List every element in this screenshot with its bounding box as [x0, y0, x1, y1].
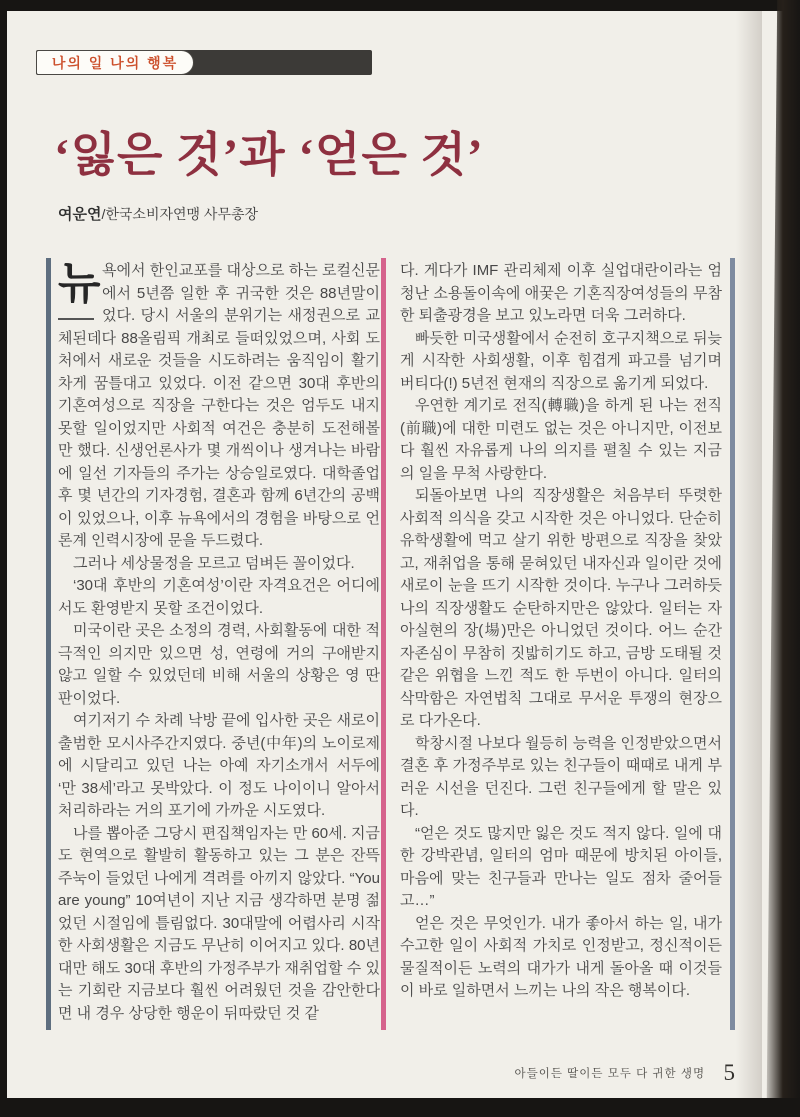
rule-column-divider	[381, 258, 386, 1030]
paragraph: 그러나 세상물정을 모르고 덤벼든 꼴이었다.	[73, 554, 355, 572]
scan-edge-right	[762, 0, 800, 1117]
paragraph-text: 욕에서 한인교포를 대상으로 하는 로컬신문에서 5년쯤 일한 후 귀국한 것은 88년말이었다. 당시 서울의 분위기는 새정권으로 교체된데다 88올림픽 개최로 들떠있었으며, 사회 도처에서 새로운 것들을 시도하려는 움직임이 활기차게 꿈틀대고 있었다. 이전 같으면 30대 후반의 기혼여성으로 직장을 구한다는 것은 엄두도 내지 못할 일이었지만 사회적 여건은 충분히 도전해볼 만 했다. 신생언론사가 몇 개씩이나 생겨나는 바람에 일선 기자들의 주가는 상승일로였다. 대학졸업 후 몇 년간의 기자경험, 결혼과 함께 6년간의 공백이 있었으나, 이후 뉴욕에서의 경험을 바탕으로 언론계 인력시장에 문을 두드렸다.	[58, 262, 380, 549]
paragraph: 학창시절 나보다 월등히 능력을 인정받았으면서 결혼 후 가정주부로 있는 친구들이 때때로 내게 부러운 시선을 던진다. 그런 친구들에게 할 말은 있다.	[400, 734, 722, 819]
left-column	[58, 260, 380, 1025]
page-curl-shadow	[736, 0, 762, 1117]
rule-right	[730, 258, 735, 1030]
paragraph: “얻은 것도 많지만 잃은 것도 적지 않다. 일에 대한 강박관념, 일터의 엄마 때문에 방치된 아이들, 마음에 맞는 친구들과 만나는 일도 점차 줄어들고…”	[400, 824, 722, 909]
drop-cap-dash	[58, 318, 94, 320]
scan-edge-bottom	[0, 1098, 800, 1117]
right-column	[400, 260, 722, 1003]
section-tag-label: 나의 일 나의 행복	[51, 54, 179, 71]
scan-edge-left	[0, 0, 7, 1117]
paragraph: 여기저기 수 차례 낙방 끝에 입사한 곳은 새로이 출범한 모시사주간지였다. 중년(中年)의 노이로제에 시달리고 있던 나는 아예 자기소개서 서두에 ‘만 38세’라고 못박았다. 이 정도 나이이니 알아서 처리하라는 거의 포기에 가까운 시도였다.	[58, 712, 380, 819]
paragraph: 우연한 계기로 전직(轉職)을 하게 된 나는 전직(前職)에 대한 미련도 없는 것은 아니지만, 이전보다 훨씬 자유롭게 나의 의지를 펼칠 수 있는 지금의 일을 무척 사랑한다.	[400, 397, 722, 482]
paragraph: 얻은 것은 무엇인가. 내가 좋아서 하는 일, 내가 수고한 일이 사회적 가치로 인정받고, 정신적이든 물질적이든 노력의 대가가 내게 돌아올 때 이것들이 바로 일하면서 느끼는 나의 작은 행복이다.	[400, 914, 722, 999]
author-role: /한국소비자연맹 사무총장	[101, 206, 259, 222]
paragraph: 나를 뽑아준 그당시 편집책임자는 만 60세. 지금도 현역으로 활발히 활동하고 있는 그 분은 잔뜩 주눅이 들었던 나에게 격려를 아끼지 않았다. “You are young” 10여년이 지난 지금 생각하면 분명 젊었던 시절임에 틀림없다. 30대말에 어렵사리 시작한 사회생활은 지금도 무난히 이어지고 있다. 80년대만 해도 30대 후반의 가정주부가 재취업할 수 있는 기회란 지금보다 훨씬 어려웠던 것을 감안한다면 내 경우 상당한 행운이 뒤따랐던 것 같	[58, 824, 380, 1022]
drop-cap	[58, 260, 102, 326]
footer-motto: 아들이든 딸이든 모두 다 귀한 생명	[514, 1068, 706, 1080]
drop-cap-letter: 뉴	[58, 259, 101, 308]
section-tag	[36, 50, 194, 75]
paragraph: ‘30대 후반의 기혼여성’이란 자격요건은 어디에서도 환영받지 못할 조건이었다.	[58, 577, 380, 617]
byline	[58, 203, 258, 224]
scan-edge-top	[0, 0, 800, 11]
rule-left	[46, 258, 51, 1030]
paragraph: 다. 게다가 IMF 관리체제 이후 실업대란이라는 엄청난 소용돌이속에 애꿎은 기혼직장여성들의 무참한 퇴출광경을 보고 있노라면 더욱 그러하다.	[400, 262, 722, 324]
paragraph: 빠듯한 미국생활에서 순전히 호구지책으로 뒤늦게 시작한 사회생활, 이후 힘겹게 파고를 넘기며 버티다(!) 5년전 현재의 직장으로 옮기게 되었다.	[400, 329, 722, 392]
section-header-bar	[36, 50, 372, 75]
paragraph: 미국이란 곳은 소정의 경력, 사회활동에 대한 적극적인 의지만 있으면 성, 연령에 거의 구애받지 않고 일할 수 있었던데 비해 서울의 상황은 영 딴판이었다.	[58, 622, 380, 707]
article-title: ‘잃은 것’과 ‘얻은 것’	[54, 130, 484, 182]
paragraph: 되돌아보면 나의 직장생활은 처음부터 뚜렷한 사회적 의식을 갖고 시작한 것은 아니었다. 단순히 유학생활에 먹고 살기 위한 방편으로 직장을 찾았고, 재취업을 통해 묻혀있던 내자신과 일이란 것에 새로이 눈을 뜨기 시작한 것이다. 누구나 그러하듯 나의 직장생활도 순탄하지만은 않았다. 일터는 자아실현의 장(場)만은 아니었던 것이다. 어느 순간 자존심이 무참히 짓밟히기도 하고, 금방 도태될 것 같은 위협을 느낀 적도 한 두번이 아니다. 일터의 삭막함은 자연법칙 그대로 무서운 투쟁의 현장으로 다가온다.	[400, 487, 722, 729]
page-footer	[0, 1060, 735, 1086]
author-name: 여운연	[58, 206, 102, 223]
paragraph-with-dropcap	[58, 260, 380, 553]
page-number: 5	[723, 1060, 735, 1085]
